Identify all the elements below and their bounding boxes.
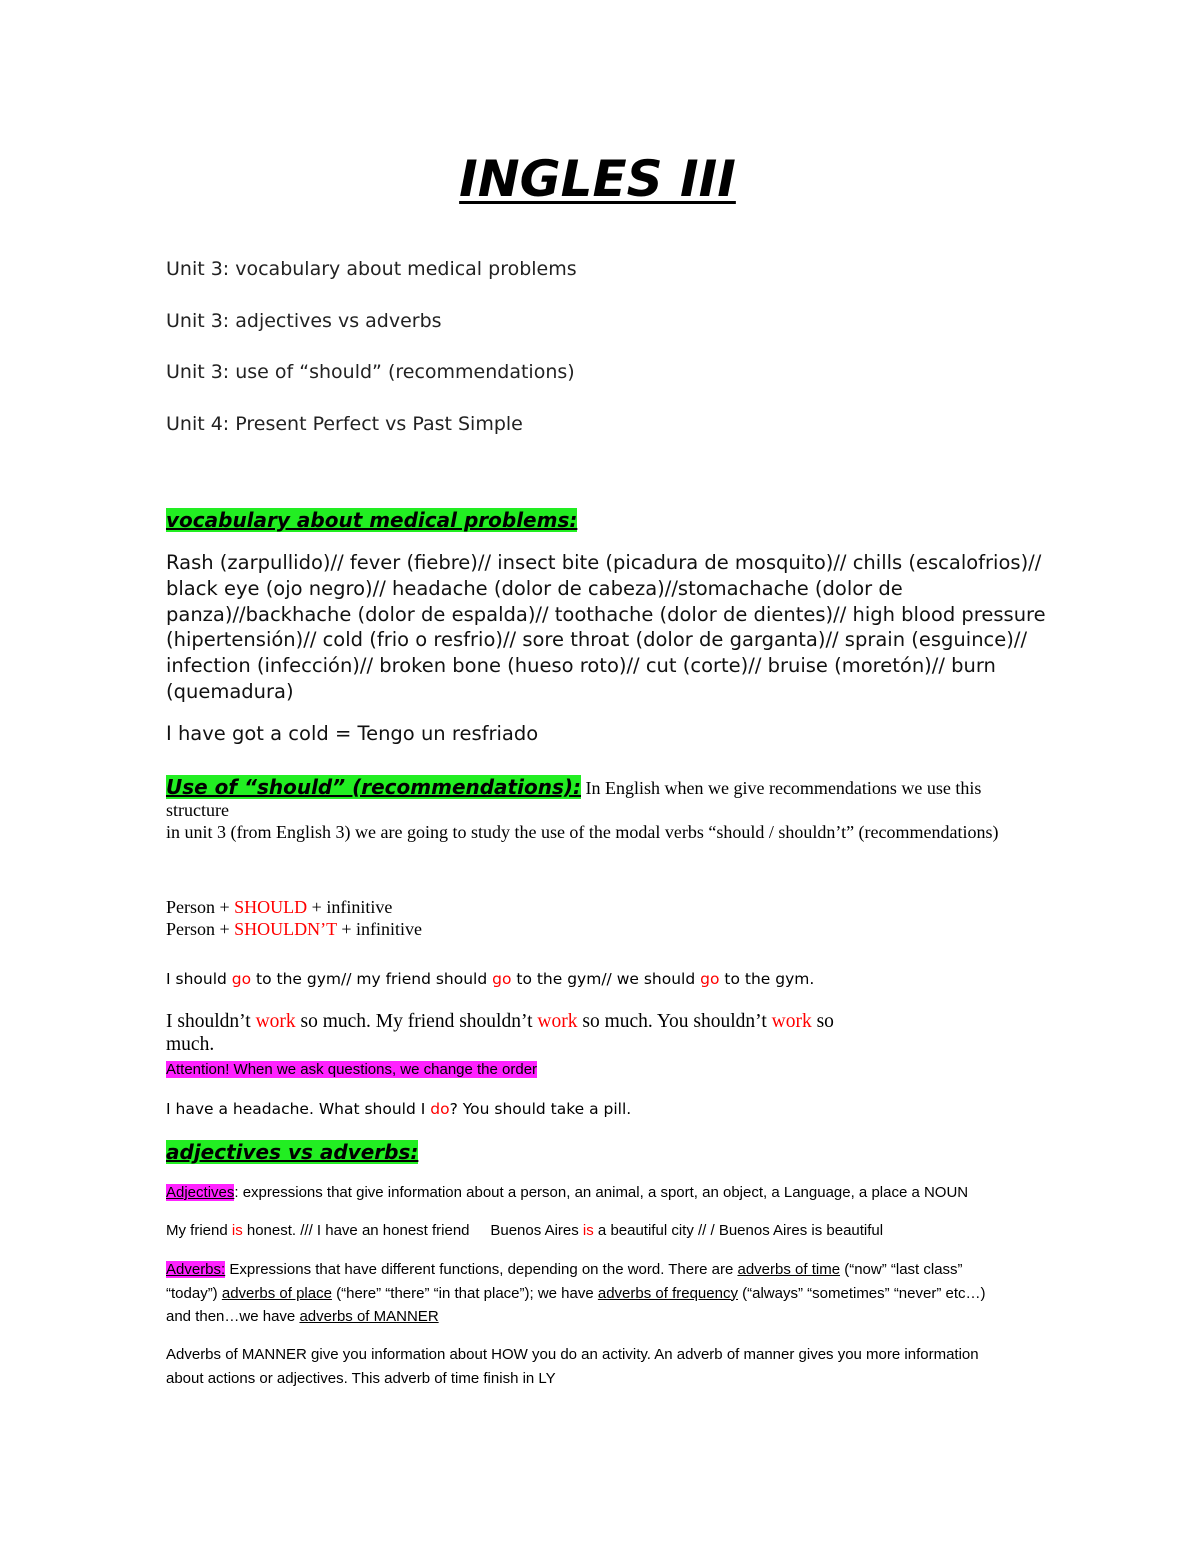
attention-note — [166, 1058, 537, 1082]
ex3-r1: do — [430, 1100, 450, 1118]
ex3-p1: I have a headache. What should I — [166, 1100, 431, 1118]
ex1-p4: to the gym. — [719, 970, 815, 988]
should-heading: Use of “should” (recommendations): — [166, 775, 581, 799]
adj-ex-r1: is — [231, 1222, 243, 1239]
adj-ex-p3: a beautiful city // / Buenos Aires is beautiful — [593, 1222, 884, 1239]
adjectives-definition — [166, 1181, 1046, 1205]
adverbs-definition — [166, 1258, 1001, 1329]
ex1-p3: to the gym// we should — [511, 970, 701, 988]
should-intro-1: In English when we give recommendations we use this structure — [166, 778, 982, 820]
ex1-r1: go — [231, 970, 252, 988]
adverbs-of-manner: adverbs of MANNER — [299, 1308, 439, 1325]
formula-1-a: Person + — [166, 897, 235, 917]
should-intro — [166, 776, 1046, 843]
adj-heading-text: adjectives vs adverbs: — [166, 1140, 419, 1164]
adjectives-example — [166, 1219, 1046, 1243]
unit-line-2: Unit 3: adjectives vs adverbs — [166, 310, 442, 332]
formula-1-modal: SHOULD — [234, 897, 308, 917]
ex2-p1: I shouldn’t — [166, 1011, 256, 1032]
should-example-1 — [166, 968, 1046, 991]
adj-heading — [166, 1140, 418, 1164]
adverbs-t2: (“now” “last class” “today”) — [166, 1261, 963, 1302]
ex2-p4: so much. — [166, 1011, 834, 1055]
formula-2 — [166, 918, 1046, 940]
adjectives-text: : expressions that give information about a person, an animal, a sport, an object, a Language, a place a NOUN — [234, 1184, 969, 1201]
adjectives-label: Adjectives — [166, 1184, 235, 1201]
formula-1 — [166, 896, 1046, 918]
vocab-heading-text: vocabulary about medical problems: — [166, 508, 578, 532]
ex2-r1: work — [255, 1011, 296, 1032]
ex1-r2: go — [492, 970, 512, 988]
adverbs-label: Adverbs: — [166, 1261, 226, 1278]
vocab-heading — [166, 508, 577, 532]
adverbs-of-time: adverbs of time — [737, 1261, 841, 1278]
should-example-2 — [166, 1010, 886, 1056]
ex1-p1: I should — [166, 970, 232, 988]
ex2-p3: so much. You shouldn’t — [577, 1011, 772, 1032]
attention-text: Attention! When we ask questions, we change the order — [166, 1061, 538, 1078]
ex2-r2: work — [537, 1011, 578, 1032]
formula-2-modal: SHOULDN’T — [234, 919, 337, 939]
adverbs-of-frequency: adverbs of frequency — [597, 1284, 738, 1302]
ex3-p2: ? You should take a pill. — [449, 1100, 632, 1118]
adverbs-t1: Expressions that have different functions, depending on the word. There are — [225, 1261, 738, 1278]
unit-line-4: Unit 4: Present Perfect vs Past Simple — [166, 413, 523, 435]
adj-ex-r2: is — [582, 1222, 594, 1239]
page-title: INGLES III — [459, 150, 736, 208]
adverbs-t3: (“here” “there” “in that place”); we have — [331, 1284, 598, 1302]
adj-ex-p2: honest. /// I have an honest friend Buenos Aires — [242, 1222, 583, 1239]
should-example-3 — [166, 1098, 631, 1121]
formula-1-c: + infinitive — [307, 897, 393, 917]
adj-ex-p1: My friend — [166, 1222, 232, 1239]
ex2-p2: so much. My friend shouldn’t — [295, 1011, 538, 1032]
manner-paragraph: Adverbs of MANNER give you information about HOW you do an activity. An adverb of manner gives you more information about actions or adjectives. This adverb of time finish in LY — [166, 1346, 979, 1387]
vocab-example: I have got a cold = Tengo un resfriado — [166, 722, 539, 745]
adverbs-of-place: adverbs of place — [221, 1284, 332, 1302]
ex1-r3: go — [700, 970, 720, 988]
should-intro-2: in unit 3 (from English 3) we are going to study the use of the modal verbs “should / shouldn’t” (recommendations) — [166, 822, 999, 842]
ex1-p2: to the gym// my friend should — [251, 970, 493, 988]
adverbs-t4: (“always” “sometimes” “never” etc…) and then…we have — [166, 1284, 986, 1325]
vocab-paragraph: Rash (zarpullido)// fever (fiebre)// insect bite (picadura de mosquito)// chills (escalofrios)// black eye (ojo negro)// headache (dolor de cabeza)//stomachache (dolor de panza)//backhache (dolor de espalda)// toothache (dolor de dientes)// high blood pressure (hipertensión)// cold (frio o resfrio)// sore throat (dolor de garganta)// sprain (esguince)// infection (infección)// broken bone (hueso roto)// cut (corte)// bruise (moretón)// burn (quemadura) — [166, 551, 1046, 703]
unit-line-1: Unit 3: vocabulary about medical problems — [166, 258, 577, 280]
formula-2-c: + infinitive — [336, 919, 422, 939]
formula-2-a: Person + — [166, 919, 235, 939]
ex2-r3: work — [771, 1011, 812, 1032]
unit-line-3: Unit 3: use of “should” (recommendations) — [166, 361, 575, 383]
